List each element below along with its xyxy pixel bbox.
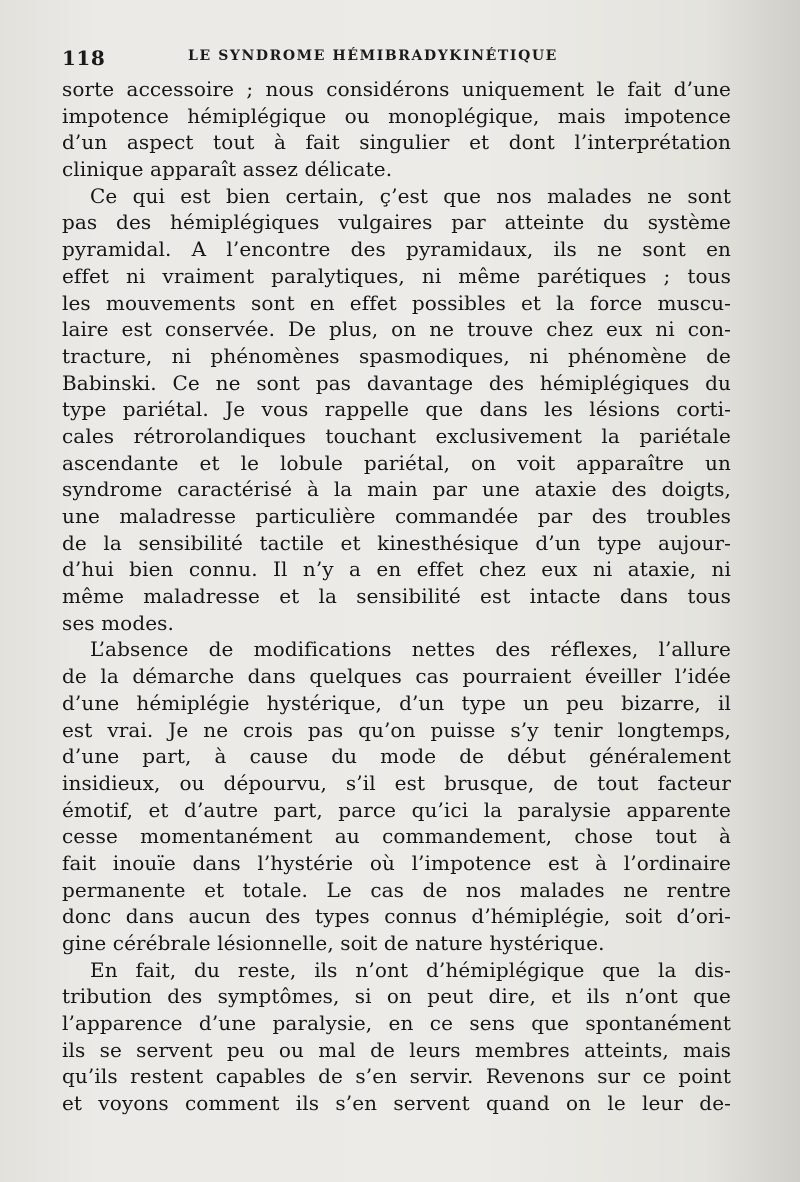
text-line: pas des hémiplégiques vulgaires par atteinte du système	[62, 210, 731, 235]
text-line: clinique apparaît assez délicate.	[62, 157, 393, 182]
running-title: LE SYNDROME HÉMIBRADYKINÉTIQUE	[188, 48, 558, 64]
paragraph-start-line: En fait, du reste, ils n’ont d’hémiplégique que la dis-	[90, 957, 731, 982]
text-line: émotif, et d’autre part, parce qu’ici la paralysie apparente	[62, 797, 731, 822]
paragraph-start-line: Ce qui est bien certain, ç’est que nos malades ne sont	[90, 183, 731, 208]
text-line: l’apparence d’une paralysie, en ce sens que spontanément	[62, 1011, 731, 1036]
text-line: même maladresse et la sensibilité est intacte dans tous	[62, 584, 731, 609]
text-line: d’un aspect tout à fait singulier et dont l’interprétation	[62, 130, 731, 155]
text-line: effet ni vraiment paralytiques, ni même parétiques ; tous	[62, 263, 731, 288]
text-line: Babinski. Ce ne sont pas davantage des hémiplégiques du	[62, 370, 731, 395]
page-number: 118	[62, 46, 106, 70]
text-line: d’hui bien connu. Il n’y a en effet chez eux ni ataxie, ni	[62, 557, 731, 582]
text-line: est vrai. Je ne crois pas qu’on puisse s’y tenir longtemps,	[62, 717, 731, 742]
text-line: et voyons comment ils s’en servent quand on le leur de-	[62, 1091, 731, 1116]
text-line: les mouvements sont en effet possibles et la force muscu-	[62, 290, 731, 315]
text-line: tribution des symptômes, si on peut dire, et ils n’ont que	[62, 984, 731, 1009]
text-line: d’une hémiplégie hystérique, d’un type un peu bizarre, il	[62, 690, 731, 715]
text-line: donc dans aucun des types connus d’hémiplégie, soit d’ori-	[62, 904, 731, 929]
text-line: syndrome caractérisé à la main par une ataxie des doigts,	[62, 477, 731, 502]
text-line: cesse momentanément au commandement, chose tout à	[62, 824, 731, 849]
text-line: permanente et totale. Le cas de nos malades ne rentre	[62, 877, 731, 902]
text-line: pyramidal. A l’encontre des pyramidaux, ils ne sont en	[62, 237, 731, 262]
paragraph-start-line: L’absence de modifications nettes des réflexes, l’allure	[90, 637, 731, 662]
text-line: ses modes.	[62, 610, 174, 635]
text-line: une maladresse particulière commandée par des troubles	[62, 504, 731, 528]
text-line: de la démarche dans quelques cas pourraient éveiller l’idée	[62, 664, 731, 689]
text-line: tracture, ni phénomènes spasmodiques, ni phénomène de	[62, 343, 731, 368]
text-line: cales rétrorolandiques touchant exclusivement la pariétale	[62, 423, 731, 448]
text-line: laire est conservée. De plus, on ne trouve chez eux ni con-	[62, 317, 731, 342]
text-line: impotence hémiplégique ou monoplégique, mais impotence	[62, 103, 731, 128]
body-text	[62, 76, 731, 1117]
text-line: ils se servent peu ou mal de leurs membres atteints, mais	[62, 1037, 731, 1062]
text-line: qu’ils restent capables de s’en servir. Revenons sur ce point	[62, 1064, 731, 1089]
text-line: ascendante et le lobule pariétal, on voit apparaître un	[62, 450, 731, 475]
text-line: insidieux, ou dépourvu, s’il est brusque, de tout facteur	[62, 770, 731, 795]
page-header	[62, 40, 742, 72]
text-line: sorte accessoire ; nous considérons uniquement le fait d’une	[62, 77, 731, 101]
text-line: gine cérébrale lésionnelle, soit de nature hystérique.	[62, 931, 605, 955]
text-line: type pariétal. Je vous rappelle que dans les lésions corti-	[62, 397, 731, 422]
text-line: d’une part, à cause du mode de début généralement	[62, 744, 731, 769]
text-line: de la sensibilité tactile et kinesthésique d’un type aujour-	[62, 530, 731, 555]
text-line: fait inouïe dans l’hystérie où l’impotence est à l’ordinaire	[62, 850, 731, 875]
